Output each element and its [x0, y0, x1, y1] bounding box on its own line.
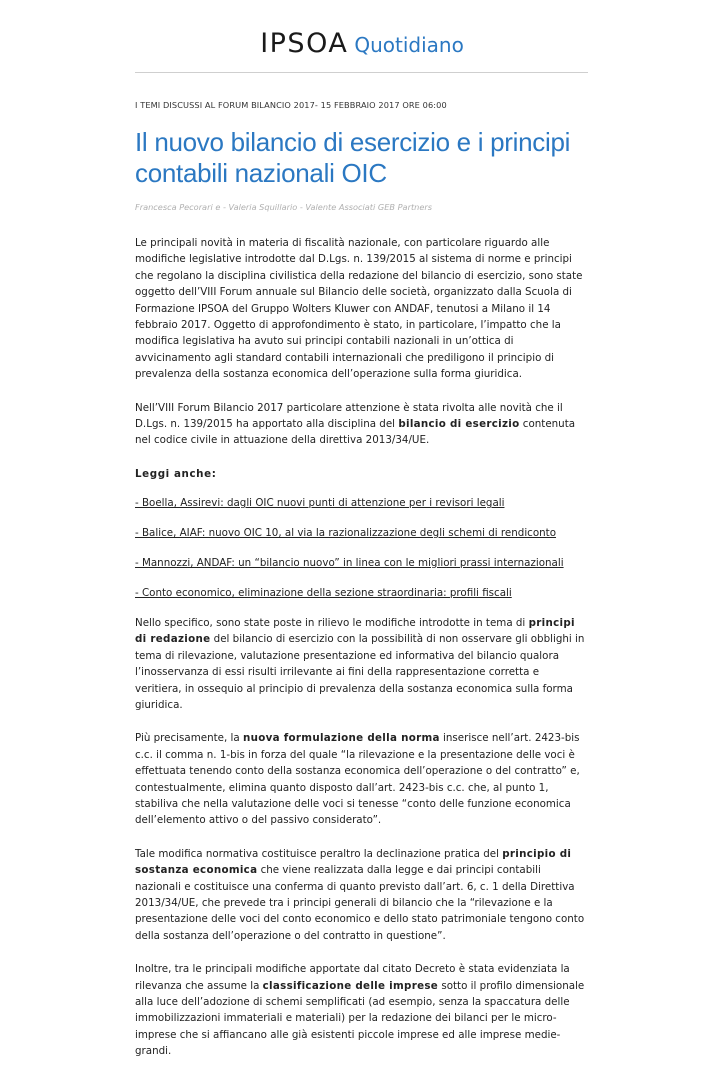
paragraph-formulazione: Più precisamente, la nuova formulazione della norma inserisce nell’art. 2423-bis c.c. il comma n. 1-bis in forza del quale “la rilevazione e la presentazione delle voci è effettuata tenendo conto della sostanza economica dell’operazione o del contratto” e, contestualmente, elimina quanto disposto dall’art. 2423-bis c.c. che, al punto 1, stabiliva che nella valutazione delle voci si tenesse “conto delle funzione economica dell’elemento attivo o del passivo considerato”.: [135, 732, 580, 827]
related-link-mannozzi[interactable]: - Mannozzi, ANDAF: un “bilancio nuovo” in linea con le migliori prassi internazionali: [135, 557, 564, 570]
related-link-boella[interactable]: - Boella, Assirevi: dagli OIC nuovi punti di attenzione per i revisori legali: [135, 497, 505, 510]
paragraph-sostanza: Tale modifica normativa costituisce peraltro la declinazione pratica del principio di sostanza economica che viene realizzata dalla legge e dai principi contabili nazionali e costituisce una conferma di quanto previsto dall’art. 6, c. 1 della Direttiva 2013/34/UE, che prevede tra i principi generali di bilancio che la “rilevazione e la presentazione delle voci del conto economico e dello stato patrimoniale tengono conto della sostanza dell’operazione o del contratto in questione”.: [135, 847, 585, 942]
paragraph-principi: Nello specifico, sono state poste in rilievo le modifiche introdotte in tema di principi di redazione del bilancio di esercizio con la possibilità di non osservare gli obblighi in tema di rilevazione, valutazione presentazione ed informativa del bilancio qualora l’inosservanza di essi risulti irrilevante ai fini della rappresentazione corretta e veritiera, in ossequio al principio di prevalenza della sostanza economica sulla forma giuridica.: [135, 616, 585, 711]
paragraph-intro: Le principali novità in materia di fiscalità nazionale, con particolare riguardo alle modifiche legislative introdotte dal D.Lgs. n. 139/2015 al sistema di norme e principi che regolano la disciplina civilistica della redazione del bilancio di esercizio, sono state oggetto dell’VIII Forum annuale sul Bilancio delle società, organizzato dalla Scuola di Formazione IPSOA del Gruppo Wolters Kluwer con ANDAF, tenutosi a Milano il 14 febbraio 2017. Oggetto di approfondimento è stato, in particolare, l’impatto che la modifica legislativa ha avuto sui principi contabili nazionali in un’ottica di avvicinamento agli standard contabili internazionali che prediligono il principio di prevalenza della sostanza economica dell’operazione sulla forma giuridica.: [135, 237, 583, 381]
article-kicker: I TEMI DISCUSSI AL FORUM BILANCIO 2017- 15 FEBBRAIO 2017 ORE 06:00: [135, 100, 447, 110]
related-link-conto-economico[interactable]: - Conto economico, eliminazione della sezione straordinaria: profili fiscali: [135, 587, 512, 599]
article-authors: Francesca Pecorari e - Valeria Squillario - Valente Associati GEB Partners: [135, 202, 433, 212]
header-divider: [135, 72, 588, 73]
emphasis-formulazione: nuova formulazione della norma: [242, 732, 440, 745]
brand-name: IPSOA: [260, 28, 349, 59]
masthead-logo[interactable]: [0, 28, 724, 59]
paragraph-forum: Nell’VIII Forum Bilancio 2017 particolare attenzione è stata rivolta alle novità che il D.Lgs. n. 139/2015 ha apportato alla disciplina del bilancio di esercizio contenuta nel codice civile in attuazione della direttiva 2013/34/UE.: [135, 401, 576, 447]
brand-subtitle: Quotidiano: [354, 33, 464, 57]
emphasis-sostanza: principio di sostanza economica: [135, 847, 572, 877]
article-body: [135, 235, 588, 1077]
emphasis-principi-redazione: principi di redazione: [135, 616, 575, 646]
paragraph-classificazione: Inoltre, tra le principali modifiche apportate dal citato Decreto è stata evidenziata la rilevanza che assume la classificazione delle imprese sotto il profilo dimensionale alla luce dell’adozione di schemi semplificati (ad esempio, senza la spaccatura delle immobilizzazioni immateriali e materiali) per la redazione dei bilanci per le micro- imprese che si affiancano alle già esistenti piccole imprese ed alle imprese medie- grandi.: [135, 963, 585, 1058]
related-heading: Leggi anche:: [135, 467, 217, 480]
article-title: Il nuovo bilancio di esercizio e i principi contabili nazionali OIC: [135, 127, 571, 188]
related-link-balice[interactable]: - Balice, AIAF: nuovo OIC 10, al via la razionalizzazione degli schemi di rendiconto: [135, 527, 557, 540]
emphasis-classificazione: classificazione delle imprese: [262, 979, 439, 992]
emphasis-bilancio: bilancio di esercizio: [398, 418, 520, 431]
